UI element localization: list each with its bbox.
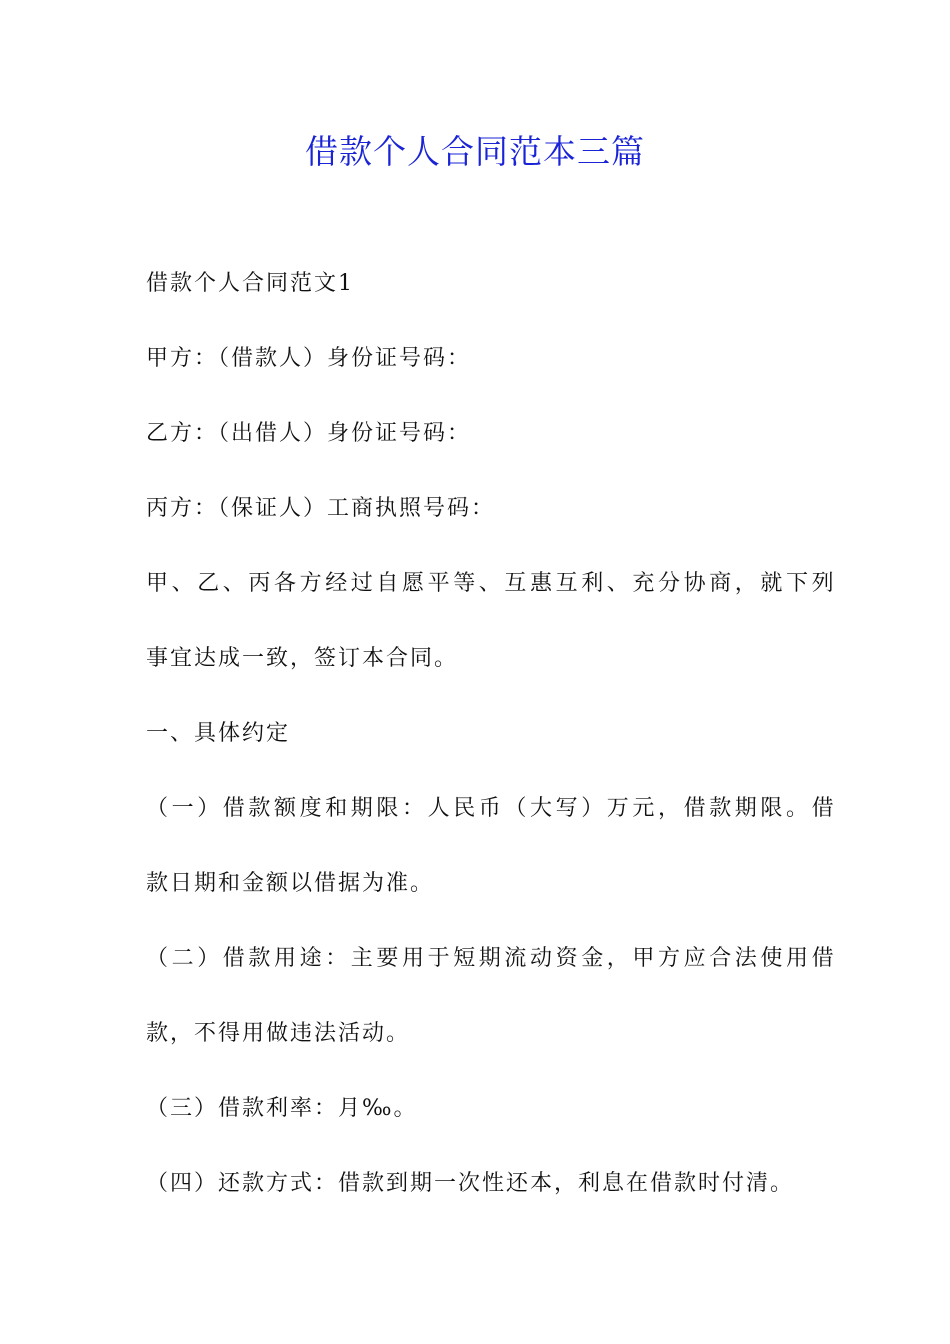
paragraph-line: （二）借款用途：主要用于短期流动资金，甲方应合法使用借 [146, 946, 838, 971]
party-a-line: 甲方：（借款人）身份证号码： [146, 346, 472, 371]
section-heading: 借款个人合同范文1 [146, 271, 354, 296]
paragraph-line: （四）还款方式：借款到期一次性还本，利息在借款时付清。 [146, 1171, 795, 1196]
document-title: 借款个人合同范本三篇 [305, 132, 645, 171]
paragraph-line: 事宜达成一致，签订本合同。 [146, 646, 459, 671]
paragraph-line: （一）借款额度和期限：人民币（大写）万元，借款期限。借 [146, 796, 838, 821]
paragraph-line: 款日期和金额以借据为准。 [146, 871, 435, 896]
clause-heading: 一、具体约定 [146, 721, 291, 746]
paragraph-line: （三）借款利率：月‰。 [146, 1096, 418, 1121]
party-c-line: 丙方：（保证人）工商执照号码： [146, 496, 496, 521]
paragraph-line: 甲、乙、丙各方经过自愿平等、互惠互利、充分协商，就下列 [146, 571, 838, 596]
paragraph-line: 款，不得用做违法活动。 [146, 1021, 411, 1046]
party-b-line: 乙方：（出借人）身份证号码： [146, 421, 472, 446]
